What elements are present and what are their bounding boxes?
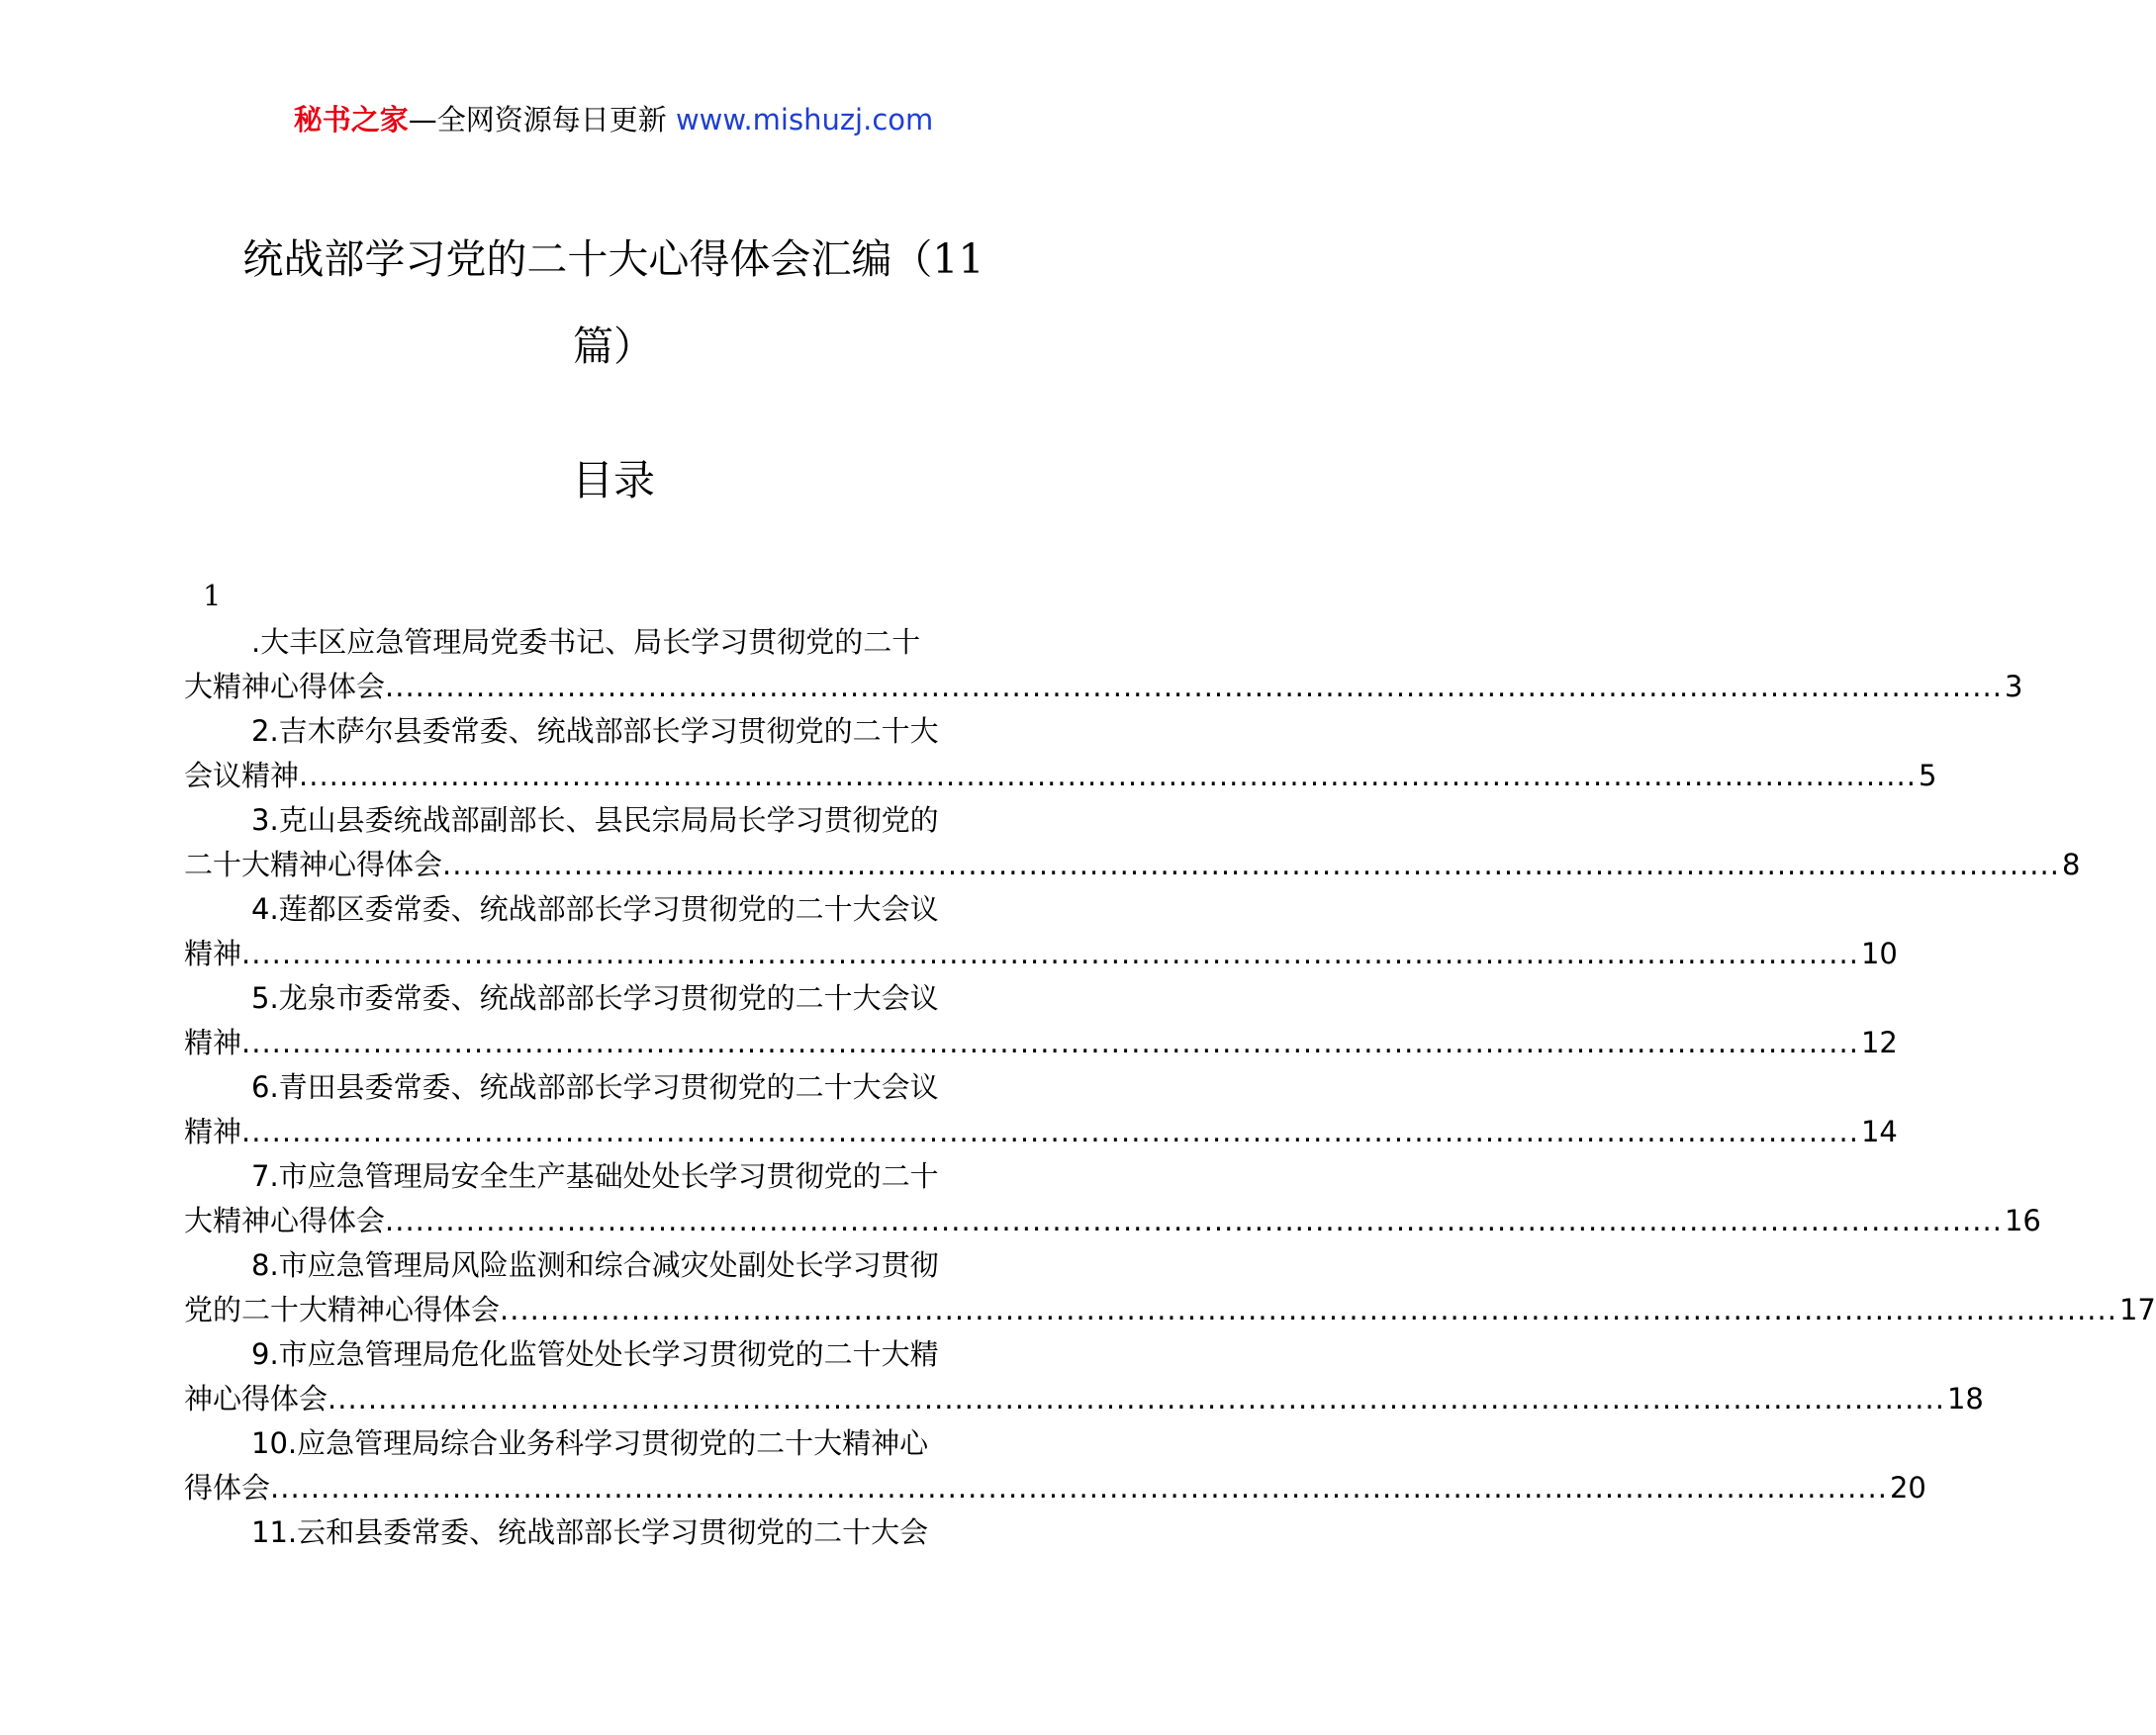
toc-first-number: 1 — [203, 579, 222, 612]
toc-page-number: 14 — [1860, 1115, 1898, 1148]
toc-entry-continuation[interactable] — [184, 843, 2081, 887]
toc-entry-text: 大精神心得体会 — [184, 1204, 386, 1237]
site-header — [0, 100, 1227, 139]
toc-entry-continuation[interactable] — [184, 1199, 2041, 1243]
document-title-line-2: 篇） — [573, 322, 654, 370]
toc-leader-dots: ................................................................................................................................................................ — [500, 1293, 2117, 1326]
brand-name: 秘书之家 — [293, 103, 409, 137]
site-url-link[interactable]: www.mishuzj.com — [675, 103, 934, 137]
toc-entry-title[interactable]: 10.应急管理局综合业务科学习贯彻党的二十大精神心 — [251, 1426, 929, 1460]
toc-leader-dots: ................................................................................................................................................................ — [299, 759, 1917, 792]
toc-leader-dots: ................................................................................................................................................................ — [270, 1471, 1888, 1505]
toc-entry-text: 大精神心得体会 — [184, 670, 386, 703]
toc-page-number: 12 — [1860, 1026, 1898, 1059]
toc-page-number: 16 — [2004, 1204, 2041, 1237]
toc-entry-continuation[interactable] — [184, 1377, 1984, 1421]
toc-entry-continuation[interactable] — [184, 754, 1937, 798]
toc-entry-continuation[interactable] — [184, 1021, 1898, 1065]
toc-page-number: 3 — [2004, 670, 2023, 703]
toc-leader-dots: ................................................................................................................................................................ — [241, 937, 1859, 970]
toc-entry-title[interactable]: 8.市应急管理局风险监测和综合减灾处副处长学习贯彻 — [251, 1248, 939, 1282]
toc-entry-text: 精神 — [184, 1026, 242, 1059]
toc-entry-text: 神心得体会 — [184, 1382, 328, 1415]
toc-entry-title[interactable]: 6.青田县委常委、统战部部长学习贯彻党的二十大会议 — [251, 1070, 939, 1104]
toc-page-number: 8 — [2061, 848, 2081, 881]
toc-entry-text: 党的二十大精神心得体会 — [184, 1293, 501, 1326]
toc-leader-dots: ................................................................................................................................................................ — [442, 848, 2060, 881]
toc-entry-title[interactable]: 4.莲都区委常委、统战部部长学习贯彻党的二十大会议 — [251, 892, 939, 926]
toc-page-number: 17 — [2118, 1293, 2156, 1326]
toc-entry-title[interactable]: 5.龙泉市委常委、统战部部长学习贯彻党的二十大会议 — [251, 981, 939, 1015]
toc-leader-dots: ................................................................................................................................................................ — [385, 1204, 2003, 1237]
table-of-contents — [184, 620, 2156, 1555]
toc-entry-title[interactable]: .大丰区应急管理局党委书记、局长学习贯彻党的二十 — [251, 625, 921, 659]
toc-leader-dots: ................................................................................................................................................................ — [385, 670, 2003, 703]
toc-entry-continuation[interactable] — [184, 1110, 1898, 1154]
toc-leader-dots: ................................................................................................................................................................ — [241, 1115, 1859, 1148]
toc-entry-continuation[interactable] — [184, 1288, 2156, 1332]
toc-leader-dots: ................................................................................................................................................................ — [241, 1026, 1859, 1059]
toc-page-number: 20 — [1889, 1471, 1926, 1505]
toc-entry-continuation[interactable] — [184, 665, 2023, 709]
toc-page-number: 18 — [1946, 1382, 1984, 1415]
toc-entry-text: 精神 — [184, 1115, 242, 1148]
toc-entry-title[interactable]: 11.云和县委常委、统战部部长学习贯彻党的二十大会 — [251, 1515, 929, 1549]
header-slogan: —全网资源每日更新 — [408, 103, 667, 137]
toc-page-number: 10 — [1860, 937, 1898, 970]
toc-entry-continuation[interactable] — [184, 1466, 1926, 1510]
document-title-text: 统战部学习党的二十大心得体会汇编（ — [242, 235, 933, 283]
toc-entry-title[interactable]: 9.市应急管理局危化监管处处长学习贯彻党的二十大精 — [251, 1337, 939, 1371]
toc-entry-text: 会议精神 — [184, 759, 300, 792]
toc-entry-continuation[interactable] — [184, 932, 1898, 976]
toc-entry-text: 精神 — [184, 937, 242, 970]
toc-entry-text: 得体会 — [184, 1471, 271, 1505]
toc-entry-text: 二十大精神心得体会 — [184, 848, 443, 881]
toc-leader-dots: ................................................................................................................................................................ — [328, 1382, 1945, 1415]
toc-page-number: 5 — [1918, 759, 1937, 792]
toc-entry-title[interactable]: 7.市应急管理局安全生产基础处处长学习贯彻党的二十 — [251, 1159, 939, 1193]
document-title-count: 11 — [932, 235, 984, 283]
toc-entry-title[interactable]: 3.克山县委统战部副部长、县民宗局局长学习贯彻党的 — [251, 803, 939, 837]
toc-heading: 目录 — [571, 456, 655, 504]
toc-entry-title[interactable]: 2.吉木萨尔县委常委、统战部部长学习贯彻党的二十大 — [251, 714, 939, 748]
document-title-line-1 — [198, 231, 1029, 287]
